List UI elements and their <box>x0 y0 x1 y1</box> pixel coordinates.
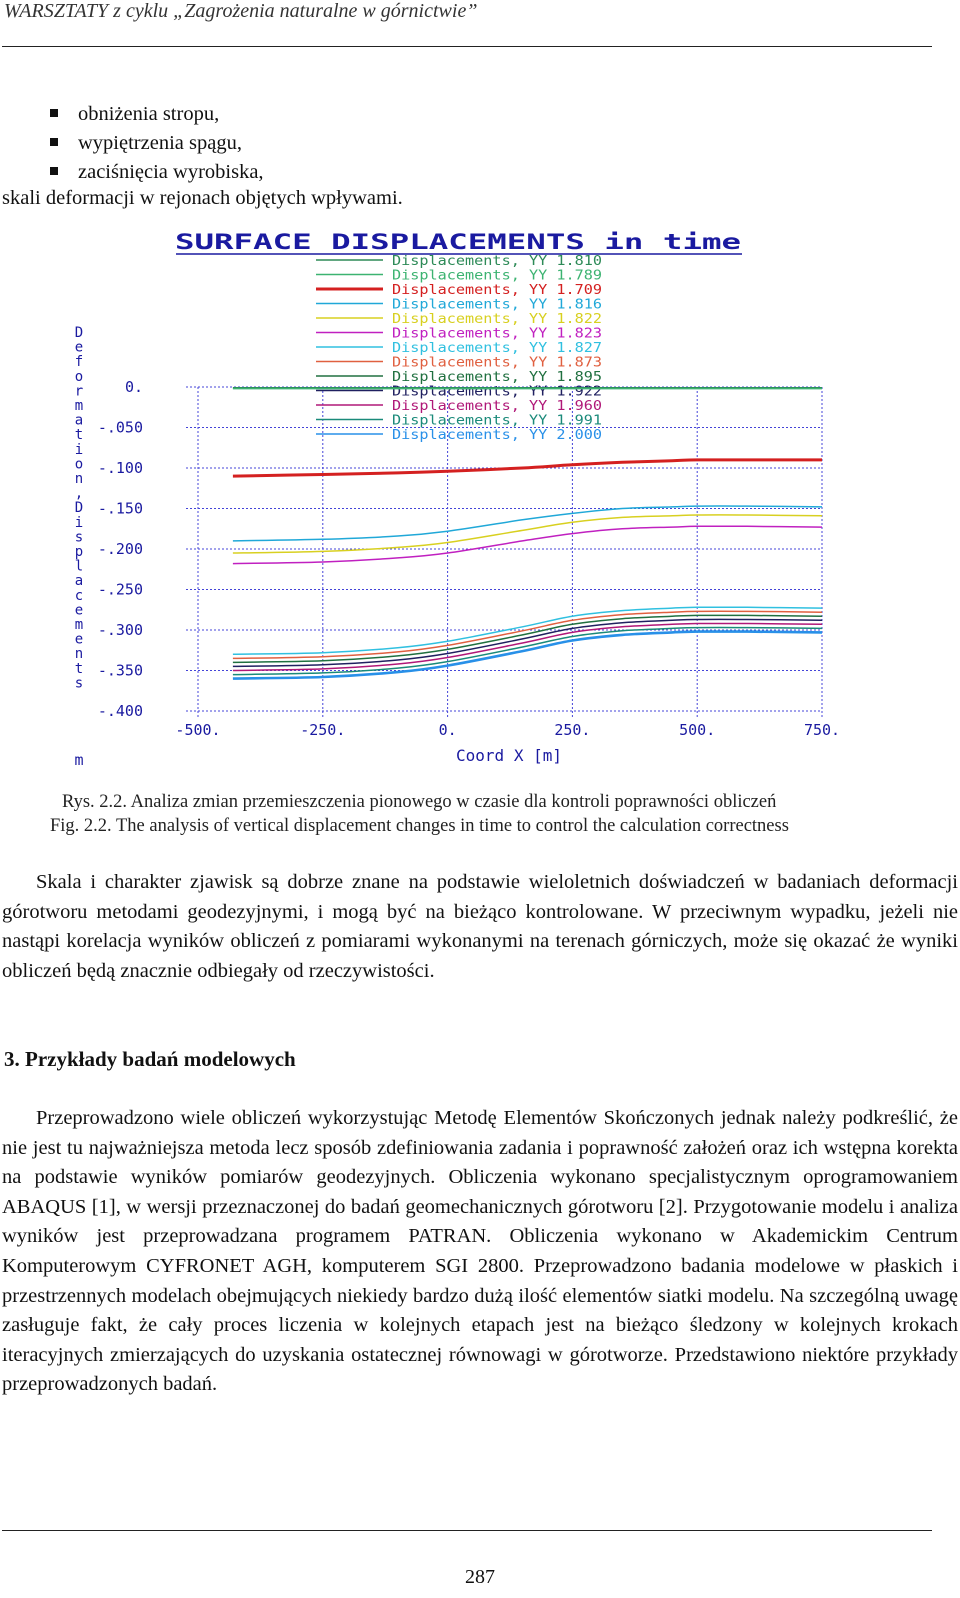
legend-label: Displacements, YY 1.816 <box>392 297 602 313</box>
page-number: 287 <box>465 1566 495 1588</box>
y-axis-label-letter: o <box>74 368 84 385</box>
y-tick-label: -.250 <box>97 580 143 599</box>
y-tick-label: -.300 <box>97 621 143 639</box>
legend-label: Displacements, YY 1.810 <box>392 254 602 269</box>
y-axis-label <box>75 325 83 691</box>
x-tick-labels <box>175 721 840 739</box>
legend-label: Displacements, YY 1.822 <box>392 312 602 327</box>
y-tick-label: 0. <box>124 378 143 396</box>
header-rule <box>2 46 932 47</box>
y-tick-label: -.350 <box>97 661 143 680</box>
y-tick-label: -.050 <box>97 418 143 437</box>
series-line <box>233 506 822 541</box>
y-tick-label: -.400 <box>97 702 143 720</box>
y-axis-label-letter: , <box>74 485 84 502</box>
legend-label: Displacements, YY 1.709 <box>392 283 602 298</box>
y-axis-label-letter: D <box>74 325 84 341</box>
legend-label: Displacements, YY 1.960 <box>392 399 602 414</box>
legend-label: Displacements, YY 1.873 <box>392 355 602 371</box>
y-axis-label-letter: e <box>74 602 84 619</box>
x-tick-label: 0. <box>438 721 457 739</box>
legend-label: Displacements, YY 1.895 <box>392 370 602 385</box>
y-axis-label-letter: p <box>74 544 84 560</box>
intro-tail-text: skali deformacji w rejonach objętych wpływami. <box>2 187 403 209</box>
x-tick-label: -500. <box>175 721 221 739</box>
section-heading: 3. Przykłady badań modelowych <box>4 1047 296 1071</box>
y-axis-label-letter: e <box>74 631 84 648</box>
y-axis-label-letter: i <box>74 441 84 458</box>
y-axis-label-letter: f <box>74 354 84 371</box>
paragraph-2: Przeprowadzono wiele obliczeń wykorzystując Metodę Elementów Skończonych jednak należy podkreślić, że nie jest tu najważniejsza metoda lecz sposób zdefiniowania zadania i poprawność założeń oraz ich wstępna korekta na podstawie wyników pomiarów geodezyjnych. Obliczenia wykonano specjalistycznym oprogramowaniem ABAQUS [1], w wersji przeznaczonej do badań geomechanicznych górotworu [2]. Przygotowanie modelu i analiza wyników jest przeprowadzana programem PATRAN. Obliczenia wykonano w Akademickim Centrum Komputerowym CYFRONET AGH, komputerem SGI 2800. Przeprowadzono badania modelowe w płaskich i przestrzennych modelach obejmujących niekiedy bardzo dużą ilość elementów siatki modelu. Na szczególną uwagę zasługuje fakt, że cały proces liczenia w kolejnych etapach jest na bieżąco śledzony w kolejnych krokach iteracyjnych zmierzających do uzyskania ostatecznej równowagi w górotworze. Przedstawiono niektóre przykłady przeprowadzonych badań. <box>2 1107 958 1396</box>
chart-title: SURFACE DISPLACEMENTS in time <box>175 230 741 254</box>
bullet-square-icon <box>50 167 58 175</box>
legend-label: Displacements, YY 1.922 <box>392 384 602 400</box>
figure-caption-polish: Rys. 2.2. Analiza zmian przemieszczenia pionowego w czasie dla kontroli poprawności obliczeń <box>62 792 777 812</box>
chart-legend <box>316 254 602 443</box>
y-tick-label: -.200 <box>97 540 143 558</box>
y-axis-label-letter: m <box>74 398 84 414</box>
y-axis-label-letter: s <box>74 529 84 546</box>
running-header: WARSZTATY z cyklu „Zagrożenia naturalne w górnictwie” <box>4 0 478 22</box>
y-tick-label: -.100 <box>97 459 143 477</box>
bullet-square-icon <box>50 138 58 146</box>
y-axis-label-letter: l <box>74 558 84 575</box>
y-axis-label-letter: o <box>74 456 84 473</box>
y-axis-label-letter: a <box>74 412 84 429</box>
surface-displacement-chart <box>0 225 960 785</box>
bullet-list <box>50 100 264 187</box>
x-tick-label: 750. <box>803 721 841 739</box>
y-axis-label-letter: c <box>74 587 84 604</box>
bullet-square-icon <box>50 109 58 117</box>
y-axis-label-letter: m <box>74 617 84 633</box>
x-axis-label: Coord X [m] <box>456 746 562 765</box>
y-axis-label-letter: r <box>74 383 84 400</box>
y-axis-label-letter: s <box>74 675 84 692</box>
y-tick-labels <box>98 378 143 720</box>
footer-rule <box>2 1530 932 1531</box>
y-axis-label-letter: D <box>74 500 84 517</box>
legend-label: Displacements, YY 1.991 <box>392 413 602 429</box>
y-axis-label-letter: n <box>74 646 84 663</box>
y-axis-label-letter: a <box>74 573 84 590</box>
list-item: obniżenia stropu, <box>50 100 264 129</box>
y-axis-label-letter: e <box>74 339 84 356</box>
x-tick-label: 250. <box>554 721 591 739</box>
x-tick-label: 500. <box>679 721 716 739</box>
legend-label: Displacements, YY 1.789 <box>392 268 602 284</box>
y-axis-unit: m <box>74 751 84 769</box>
list-item: zaciśnięcia wyrobiska, <box>50 158 264 187</box>
y-tick-label: -.150 <box>97 499 143 518</box>
y-axis-label-letter: n <box>74 471 84 487</box>
series-line <box>233 515 822 553</box>
y-axis-label-letter: t <box>74 427 84 444</box>
series-line <box>233 460 822 476</box>
x-tick-label: -250. <box>300 721 346 739</box>
list-item: wypiętrzenia spągu, <box>50 129 264 158</box>
figure-caption-english: Fig. 2.2. The analysis of vertical displacement changes in time to control the calculation correctness <box>50 816 789 836</box>
y-axis-label-letter: i <box>74 514 84 531</box>
series-line <box>233 526 822 563</box>
y-axis-label-letter: t <box>74 660 84 677</box>
paragraph-1: Skala i charakter zjawisk są dobrze znane na podstawie wieloletnich doświadczeń w badaniach deformacji górotworu metodami geodezyjnymi, i mogą być na bieżąco kontrolowane. W przeciwnym wypadku, jeżeli nie nastąpi korelacja wyników obliczeń z pomiarami wykonanymi na terenach górniczych, może się okazać że wyniki obliczeń będą znacznie odbiegały od rzeczywistości. <box>2 871 958 982</box>
legend-label: Displacements, YY 2.000 <box>392 428 602 443</box>
series-line <box>233 615 822 662</box>
legend-label: Displacements, YY 1.827 <box>392 341 602 356</box>
legend-label: Displacements, YY 1.823 <box>392 326 602 342</box>
